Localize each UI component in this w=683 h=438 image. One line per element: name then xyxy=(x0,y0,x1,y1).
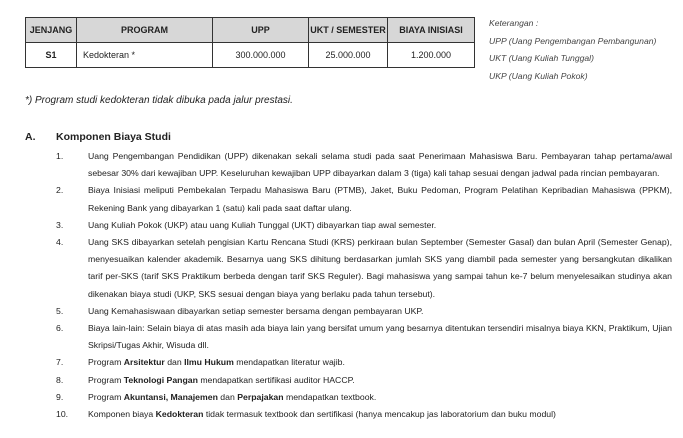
list-item xyxy=(56,148,672,182)
item-number: 8. xyxy=(56,374,64,385)
list-item xyxy=(56,372,672,389)
item-text: Uang Kemahasiswaan dibayarkan setiap semester bersama dengan pembayaran UKP. xyxy=(88,305,424,316)
item-text: Biaya lain-lain: Selain biaya di atas masih ada biaya lain yang bersifat umum yang besarnya ditentukan tersendiri misalnya biaya KKN, Praktikum, Ujian Skripsi/Tugas Akhir, Wisuda dll. xyxy=(88,323,672,351)
item-program-name: Akuntansi, Manajemen xyxy=(123,391,218,402)
header-upp: UPP xyxy=(213,18,309,43)
item-text-pre: Program xyxy=(88,374,124,385)
item-program-name: Teknologi Pangan xyxy=(123,374,198,385)
cell-upp: 300.000.000 xyxy=(213,43,309,68)
item-number: 2. xyxy=(56,185,64,196)
list-item xyxy=(56,389,672,406)
legend-item: UPP (Uang Pengembangan Pembangunan) xyxy=(489,35,657,46)
list-item xyxy=(56,217,672,234)
item-text-post: mendapatkan sertifikasi auditor HACCP. xyxy=(197,374,355,385)
item-number: 6. xyxy=(56,323,64,334)
list-item xyxy=(56,303,672,320)
header-ukt: UKT / SEMESTER xyxy=(309,18,388,43)
legend-title: Keterangan : xyxy=(489,18,539,28)
list-item xyxy=(56,406,672,423)
footnote: *) Program studi kedokteran tidak dibuka pada jalur prestasi. xyxy=(25,95,293,106)
item-text-post: mendapatkan literatur wajib. xyxy=(233,357,345,368)
item-text: Biaya Inisiasi meliputi Pembekalan Terpadu Mahasiswa Baru (PTMB), Jaket, Buku Pedoman, Program Pelatihan Kepribadian Mahasiswa (PPKM), Rekening Bank yang dibayarkan 1 (satu) kali pada saat daftar ulang. xyxy=(88,185,672,213)
list-item xyxy=(56,234,672,303)
header-program: PROGRAM xyxy=(77,18,213,43)
table-header-row xyxy=(26,18,475,43)
item-number: 9. xyxy=(56,391,64,402)
legend-item: UKT (Uang Kuliah Tunggal) xyxy=(489,53,594,63)
section-letter: A. xyxy=(25,131,36,143)
fee-table xyxy=(25,17,475,68)
item-program-name: Arsitektur xyxy=(123,357,165,368)
cell-ukt: 25.000.000 xyxy=(309,43,388,68)
item-number: 5. xyxy=(56,305,64,316)
item-text-post: mendapatkan textbook. xyxy=(283,391,377,402)
item-number: 3. xyxy=(56,219,64,230)
item-number: 4. xyxy=(56,237,64,248)
item-number: 1. xyxy=(56,151,64,161)
cell-jenjang: S1 xyxy=(26,43,77,68)
item-number: 10. xyxy=(56,409,69,420)
legend-item: UKP (Uang Kuliah Pokok) xyxy=(489,70,588,81)
item-text: Uang SKS dibayarkan setelah pengisian Kartu Rencana Studi (KRS) perkiraan bulan September (Semester Gasal) dan bulan April (Semester Genap), menyesuaikan kalender akademik. Besarnya uang SKS dihitung berdasarkan jumlah SKS yang diambil pada semester yang bersangkutan dikalikan tarif per-SKS (tarif SKS Praktikum berbeda dengan tarif SKS Reguler). Bagi mahasiswa yang sampai tahun ke-7 belum menyelesaikan studinya akan dikenakan biaya studi (UKP, SKS sesuai dengan biaya yang berlaku pada tahun tersebut). xyxy=(88,237,672,299)
item-text: Uang Pengembangan Pendidikan (UPP) dikenakan sekali selama studi pada saat Penerimaan Mahasiswa Baru. Pembayaran tahap pertama/awal sebesar 30% dari kewajiban UPP. Keseluruhan kewajiban UPP dibayarkan dalam 3 (tiga) kali tahap sesuai dengan jadwal pada rincian pembayaran. xyxy=(88,151,672,179)
item-text-post: tidak termasuk textbook dan sertifikasi (hanya mencakup jas laboratorium dan buku modul) xyxy=(203,409,556,420)
section-heading xyxy=(25,131,171,143)
item-program-name: Perpajakan xyxy=(237,391,284,402)
item-program-name: Ilmu Hukum xyxy=(184,357,234,368)
section-title: Komponen Biaya Studi xyxy=(56,131,171,143)
item-text-mid: dan xyxy=(164,357,185,368)
item-text-pre: Program xyxy=(88,357,124,368)
cost-component-list xyxy=(56,148,672,423)
item-text: Uang Kuliah Pokok (UKP) atau uang Kuliah Tunggal (UKT) dibayarkan tiap awal semester. xyxy=(88,219,437,230)
table-row xyxy=(26,43,475,68)
item-program-name: Kedokteran xyxy=(155,409,204,420)
cell-biaya-inisiasi: 1.200.000 xyxy=(388,43,475,68)
list-item xyxy=(56,320,672,354)
header-jenjang: JENJANG xyxy=(26,18,77,43)
list-item xyxy=(56,182,672,216)
item-text-mid: dan xyxy=(217,391,238,402)
item-number: 7. xyxy=(56,357,64,368)
header-biaya-inisiasi: BIAYA INISIASI xyxy=(388,18,475,43)
list-item xyxy=(56,354,672,371)
legend xyxy=(489,15,679,85)
item-text-pre: Komponen biaya xyxy=(88,409,156,420)
item-text-pre: Program xyxy=(88,391,124,402)
cell-program: Kedokteran * xyxy=(77,43,213,68)
